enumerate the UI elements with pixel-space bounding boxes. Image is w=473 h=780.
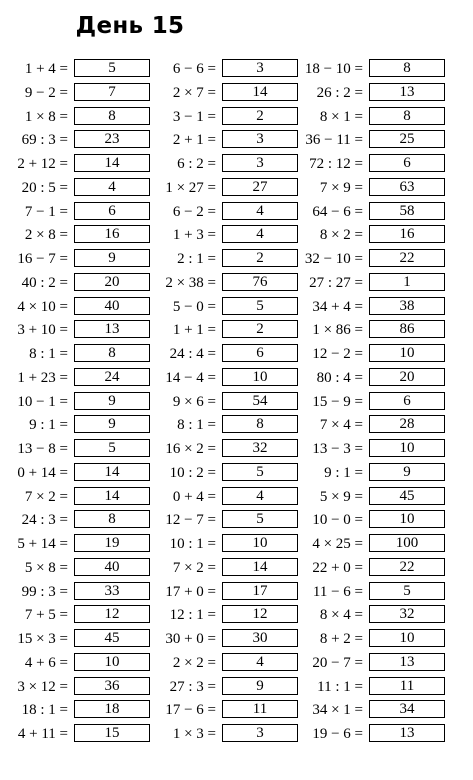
exercise-row [0, 105, 150, 129]
answer-box[interactable]: 32 [369, 605, 445, 623]
answer-box[interactable]: 100 [369, 534, 445, 552]
answer-box[interactable]: 14 [74, 487, 150, 505]
exercise-expression: 7 × 4 = [319, 417, 363, 434]
answer-box[interactable]: 27 [222, 178, 298, 196]
exercise-expression: 24 : 4 = [169, 346, 216, 362]
exercise-row [148, 366, 298, 390]
answer-box[interactable]: 14 [74, 463, 150, 481]
exercise-expression: 27 : 3 = [169, 678, 216, 695]
exercise-row [0, 128, 150, 152]
exercise-expression: 2 × 7 = [172, 84, 216, 101]
exercise-row [148, 508, 298, 532]
answer-box[interactable]: 18 [74, 700, 150, 718]
exercise-expression: 1 × 27 = [165, 179, 216, 196]
exercise-expression: 20 : 5 = [21, 179, 68, 196]
column-1 [0, 57, 150, 746]
column-2 [148, 57, 298, 746]
exercise-expression: 2 × 2 = [172, 654, 216, 671]
exercise-row [295, 223, 445, 247]
exercise-expression: 99 : 3 = [21, 583, 68, 600]
exercise-expression: 7 × 9 = [319, 179, 363, 196]
exercise-row [148, 247, 298, 271]
answer-box[interactable]: 4 [222, 487, 298, 505]
exercise-expression: 24 : 3 = [21, 512, 68, 529]
answer-box[interactable]: 12 [222, 605, 298, 623]
exercise-expression: 30 + 0 = [165, 631, 216, 647]
answer-box[interactable]: 14 [222, 558, 298, 576]
answer-box[interactable]: 4 [222, 653, 298, 671]
answer-box[interactable]: 4 [222, 202, 298, 220]
exercise-expression: 1 × 8 = [24, 108, 68, 125]
exercise-expression: 7 − 1 = [24, 203, 68, 220]
exercise-expression: 15 × 3 = [17, 631, 68, 647]
exercise-expression: 4 + 11 = [17, 726, 68, 742]
exercise-expression: 7 × 2 = [172, 559, 216, 576]
answer-box[interactable]: 4 [222, 225, 298, 243]
exercise-row [148, 580, 298, 604]
exercise-row [148, 318, 298, 342]
exercise-expression: 6 − 2 = [172, 203, 216, 220]
exercise-row [0, 81, 150, 105]
exercise-row [295, 722, 445, 746]
exercise-row [148, 271, 298, 295]
exercise-row [295, 366, 445, 390]
exercise-expression: 15 − 9 = [312, 393, 363, 410]
exercise-expression: 3 − 1 = [172, 108, 216, 125]
exercise-expression: 69 : 3 = [21, 132, 68, 149]
exercise-row [0, 627, 150, 651]
exercise-row [148, 413, 298, 437]
answer-box[interactable]: 3 [222, 130, 298, 148]
answer-box[interactable]: 16 [74, 225, 150, 243]
exercise-row [295, 342, 445, 366]
exercise-expression: 9 − 2 = [24, 84, 68, 101]
exercise-row [295, 651, 445, 675]
exercise-row [295, 580, 445, 604]
exercise-row [148, 200, 298, 224]
exercise-row [148, 603, 298, 627]
answer-box[interactable]: 17 [222, 582, 298, 600]
answer-box[interactable]: 76 [222, 273, 298, 291]
exercise-row [148, 152, 298, 176]
exercise-row [295, 390, 445, 414]
answer-box[interactable]: 6 [222, 344, 298, 362]
exercise-expression: 2 + 12 = [17, 156, 68, 172]
answer-box[interactable]: 1 [369, 273, 445, 291]
exercise-row [295, 461, 445, 485]
answer-box[interactable]: 30 [222, 629, 298, 647]
exercise-row [0, 342, 150, 366]
exercise-expression: 10 − 1 = [17, 393, 68, 410]
exercise-row [148, 105, 298, 129]
exercise-expression: 12 − 7 = [165, 512, 216, 529]
answer-box[interactable]: 5 [222, 297, 298, 315]
answer-box[interactable]: 63 [369, 178, 445, 196]
exercise-expression: 6 − 6 = [172, 61, 216, 77]
exercise-expression: 9 × 6 = [172, 393, 216, 410]
answer-box[interactable]: 40 [74, 558, 150, 576]
answer-box[interactable]: 20 [369, 368, 445, 386]
exercise-expression: 1 + 3 = [172, 227, 216, 244]
exercise-row [295, 176, 445, 200]
exercise-row [295, 318, 445, 342]
answer-box[interactable]: 13 [369, 653, 445, 671]
exercise-expression: 18 : 1 = [21, 702, 68, 719]
answer-box[interactable]: 22 [369, 249, 445, 267]
exercise-expression: 2 : 1 = [177, 251, 216, 267]
exercise-row [148, 176, 298, 200]
answer-box[interactable]: 11 [222, 700, 298, 718]
exercise-row [0, 200, 150, 224]
exercise-expression: 17 − 6 = [165, 702, 216, 719]
exercise-row [148, 698, 298, 722]
answer-box[interactable]: 5 [74, 439, 150, 457]
answer-box[interactable]: 3 [222, 724, 298, 742]
exercise-row [148, 485, 298, 509]
answer-box[interactable]: 38 [369, 297, 445, 315]
exercise-expression: 4 + 6 = [24, 654, 68, 671]
exercise-expression: 13 − 3 = [312, 441, 363, 457]
exercise-expression: 12 − 2 = [312, 346, 363, 362]
exercise-row [0, 675, 150, 699]
exercise-row [295, 675, 445, 699]
exercise-expression: 9 : 1 = [324, 464, 363, 481]
exercise-expression: 1 × 3 = [172, 726, 216, 742]
answer-box[interactable]: 8 [74, 107, 150, 125]
exercise-row [0, 57, 150, 81]
exercise-expression: 10 − 0 = [312, 512, 363, 529]
exercise-expression: 6 : 2 = [177, 156, 216, 172]
answer-box[interactable]: 14 [74, 154, 150, 172]
answer-box[interactable]: 2 [222, 107, 298, 125]
exercise-row [148, 437, 298, 461]
exercise-expression: 17 + 0 = [165, 583, 216, 600]
answer-box[interactable]: 6 [74, 202, 150, 220]
answer-box[interactable]: 10 [222, 368, 298, 386]
exercise-expression: 19 − 6 = [312, 726, 363, 742]
answer-box[interactable]: 36 [74, 677, 150, 695]
answer-box[interactable]: 4 [74, 178, 150, 196]
answer-box[interactable]: 10 [369, 344, 445, 362]
exercise-expression: 0 + 14 = [17, 464, 68, 481]
exercise-row [0, 176, 150, 200]
exercise-expression: 36 − 11 = [305, 132, 363, 149]
answer-box[interactable]: 54 [222, 392, 298, 410]
answer-box[interactable]: 8 [74, 344, 150, 362]
exercise-expression: 4 × 25 = [312, 536, 363, 552]
exercise-expression: 2 + 1 = [172, 132, 216, 149]
exercise-expression: 22 + 0 = [312, 559, 363, 576]
answer-box[interactable]: 5 [222, 510, 298, 528]
exercise-expression: 80 : 4 = [316, 369, 363, 386]
answer-box[interactable]: 8 [369, 59, 445, 77]
exercise-expression: 4 × 10 = [17, 298, 68, 315]
exercise-row [148, 342, 298, 366]
exercise-row [0, 556, 150, 580]
answer-box[interactable]: 5 [369, 582, 445, 600]
exercise-expression: 1 + 1 = [172, 322, 216, 339]
exercise-row [295, 247, 445, 271]
exercise-row [295, 295, 445, 319]
exercise-row [0, 437, 150, 461]
answer-box[interactable]: 15 [74, 724, 150, 742]
exercise-row [295, 556, 445, 580]
exercise-row [0, 223, 150, 247]
exercise-row [148, 532, 298, 556]
exercise-expression: 7 × 2 = [24, 488, 68, 505]
answer-box[interactable]: 6 [369, 154, 445, 172]
exercise-row [0, 152, 150, 176]
exercise-row [148, 651, 298, 675]
exercise-expression: 8 × 2 = [319, 227, 363, 244]
exercise-expression: 20 − 7 = [312, 654, 363, 671]
exercise-row [0, 318, 150, 342]
answer-box[interactable]: 32 [222, 439, 298, 457]
answer-box[interactable]: 14 [222, 83, 298, 101]
exercise-expression: 32 − 10 = [304, 251, 363, 267]
exercise-expression: 8 × 1 = [319, 108, 363, 125]
exercise-row [0, 295, 150, 319]
answer-box[interactable]: 5 [74, 59, 150, 77]
exercise-row [0, 603, 150, 627]
answer-box[interactable]: 86 [369, 320, 445, 338]
exercise-expression: 40 : 2 = [21, 274, 68, 291]
answer-box[interactable]: 16 [369, 225, 445, 243]
answer-box[interactable]: 8 [222, 415, 298, 433]
exercise-expression: 11 − 6 = [312, 583, 363, 600]
exercise-expression: 34 + 4 = [312, 298, 363, 315]
exercise-expression: 5 − 0 = [172, 298, 216, 315]
answer-box[interactable]: 40 [74, 297, 150, 315]
answer-box[interactable]: 10 [74, 653, 150, 671]
answer-box[interactable]: 5 [222, 463, 298, 481]
exercise-row [295, 508, 445, 532]
exercise-row [148, 295, 298, 319]
exercise-expression: 13 − 8 = [17, 441, 68, 457]
exercise-row [0, 461, 150, 485]
answer-box[interactable]: 10 [369, 629, 445, 647]
exercise-expression: 1 + 4 = [24, 61, 68, 77]
answer-box[interactable]: 34 [369, 700, 445, 718]
answer-box[interactable]: 9 [74, 415, 150, 433]
exercise-row [0, 651, 150, 675]
exercise-row [148, 390, 298, 414]
answer-box[interactable]: 13 [74, 320, 150, 338]
exercise-expression: 26 : 2 = [316, 84, 363, 101]
exercise-expression: 0 + 4 = [172, 488, 216, 505]
answer-box[interactable]: 11 [369, 677, 445, 695]
exercise-row [148, 128, 298, 152]
exercise-expression: 1 × 86 = [312, 322, 363, 339]
exercise-expression: 2 × 38 = [165, 274, 216, 291]
exercise-expression: 27 : 27 = [309, 274, 363, 291]
exercise-expression: 10 : 1 = [169, 536, 216, 552]
exercise-row [0, 247, 150, 271]
exercise-row [295, 413, 445, 437]
answer-box[interactable]: 10 [222, 534, 298, 552]
exercise-row [0, 580, 150, 604]
answer-box[interactable]: 25 [369, 130, 445, 148]
exercise-expression: 12 : 1 = [169, 607, 216, 624]
exercise-row [148, 223, 298, 247]
exercise-expression: 5 × 8 = [24, 559, 68, 576]
exercise-expression: 8 : 1 = [29, 346, 68, 362]
answer-box[interactable]: 3 [222, 154, 298, 172]
exercise-row [295, 57, 445, 81]
exercise-row [295, 271, 445, 295]
exercise-expression: 8 × 4 = [319, 607, 363, 624]
exercise-expression: 18 − 10 = [304, 61, 363, 77]
exercise-row [148, 81, 298, 105]
exercise-expression: 7 + 5 = [24, 607, 68, 624]
exercise-row [0, 271, 150, 295]
column-3 [295, 57, 445, 746]
exercise-expression: 16 − 7 = [17, 251, 68, 267]
exercise-row [0, 698, 150, 722]
exercise-row [295, 81, 445, 105]
exercise-row [148, 627, 298, 651]
exercise-expression: 2 × 8 = [24, 227, 68, 244]
answer-box[interactable]: 45 [369, 487, 445, 505]
exercise-row [0, 722, 150, 746]
exercise-row [295, 532, 445, 556]
answer-box[interactable]: 9 [222, 677, 298, 695]
exercise-expression: 1 + 23 = [17, 369, 68, 386]
exercise-expression: 8 + 2 = [319, 631, 363, 647]
exercise-expression: 3 + 10 = [17, 322, 68, 339]
exercise-expression: 16 × 2 = [165, 441, 216, 457]
exercise-row [0, 485, 150, 509]
page-title: День 15 [75, 13, 185, 39]
answer-box[interactable]: 10 [369, 439, 445, 457]
exercise-row [148, 461, 298, 485]
exercise-expression: 14 − 4 = [165, 369, 216, 386]
exercise-row [295, 105, 445, 129]
answer-box[interactable]: 28 [369, 415, 445, 433]
answer-box[interactable]: 9 [369, 463, 445, 481]
answer-box[interactable]: 33 [74, 582, 150, 600]
answer-box[interactable]: 9 [74, 392, 150, 410]
exercise-expression: 11 : 1 = [317, 678, 363, 695]
exercise-row [148, 57, 298, 81]
exercise-row [0, 532, 150, 556]
answer-box[interactable]: 12 [74, 605, 150, 623]
exercise-expression: 9 : 1 = [29, 417, 68, 434]
exercise-row [295, 152, 445, 176]
exercise-row [295, 437, 445, 461]
exercise-row [295, 485, 445, 509]
exercise-row [0, 508, 150, 532]
exercise-row [0, 390, 150, 414]
exercise-expression: 3 × 12 = [17, 678, 68, 695]
answer-box[interactable]: 2 [222, 249, 298, 267]
answer-box[interactable]: 24 [74, 368, 150, 386]
exercise-expression: 72 : 12 = [309, 156, 363, 172]
exercise-row [0, 366, 150, 390]
answer-box[interactable]: 2 [222, 320, 298, 338]
answer-box[interactable]: 3 [222, 59, 298, 77]
exercise-row [295, 200, 445, 224]
exercise-row [295, 603, 445, 627]
answer-box[interactable]: 7 [74, 83, 150, 101]
answer-box[interactable]: 6 [369, 392, 445, 410]
exercise-expression: 64 − 6 = [312, 203, 363, 220]
exercise-row [0, 413, 150, 437]
answer-box[interactable]: 8 [369, 107, 445, 125]
answer-box[interactable]: 8 [74, 510, 150, 528]
answer-box[interactable]: 9 [74, 249, 150, 267]
answer-box[interactable]: 13 [369, 83, 445, 101]
exercise-expression: 10 : 2 = [169, 464, 216, 481]
answer-box[interactable]: 45 [74, 629, 150, 647]
answer-box[interactable]: 58 [369, 202, 445, 220]
exercise-expression: 8 : 1 = [177, 417, 216, 434]
answer-box[interactable]: 20 [74, 273, 150, 291]
exercise-row [295, 698, 445, 722]
exercise-expression: 34 × 1 = [312, 702, 363, 719]
exercise-row [295, 128, 445, 152]
answer-box[interactable]: 23 [74, 130, 150, 148]
exercise-row [148, 556, 298, 580]
answer-box[interactable]: 22 [369, 558, 445, 576]
answer-box[interactable]: 13 [369, 724, 445, 742]
exercise-row [148, 722, 298, 746]
answer-box[interactable]: 10 [369, 510, 445, 528]
exercise-row [148, 675, 298, 699]
answer-box[interactable]: 19 [74, 534, 150, 552]
exercise-expression: 5 + 14 = [17, 536, 68, 552]
exercise-expression: 5 × 9 = [319, 488, 363, 505]
exercise-row [295, 627, 445, 651]
